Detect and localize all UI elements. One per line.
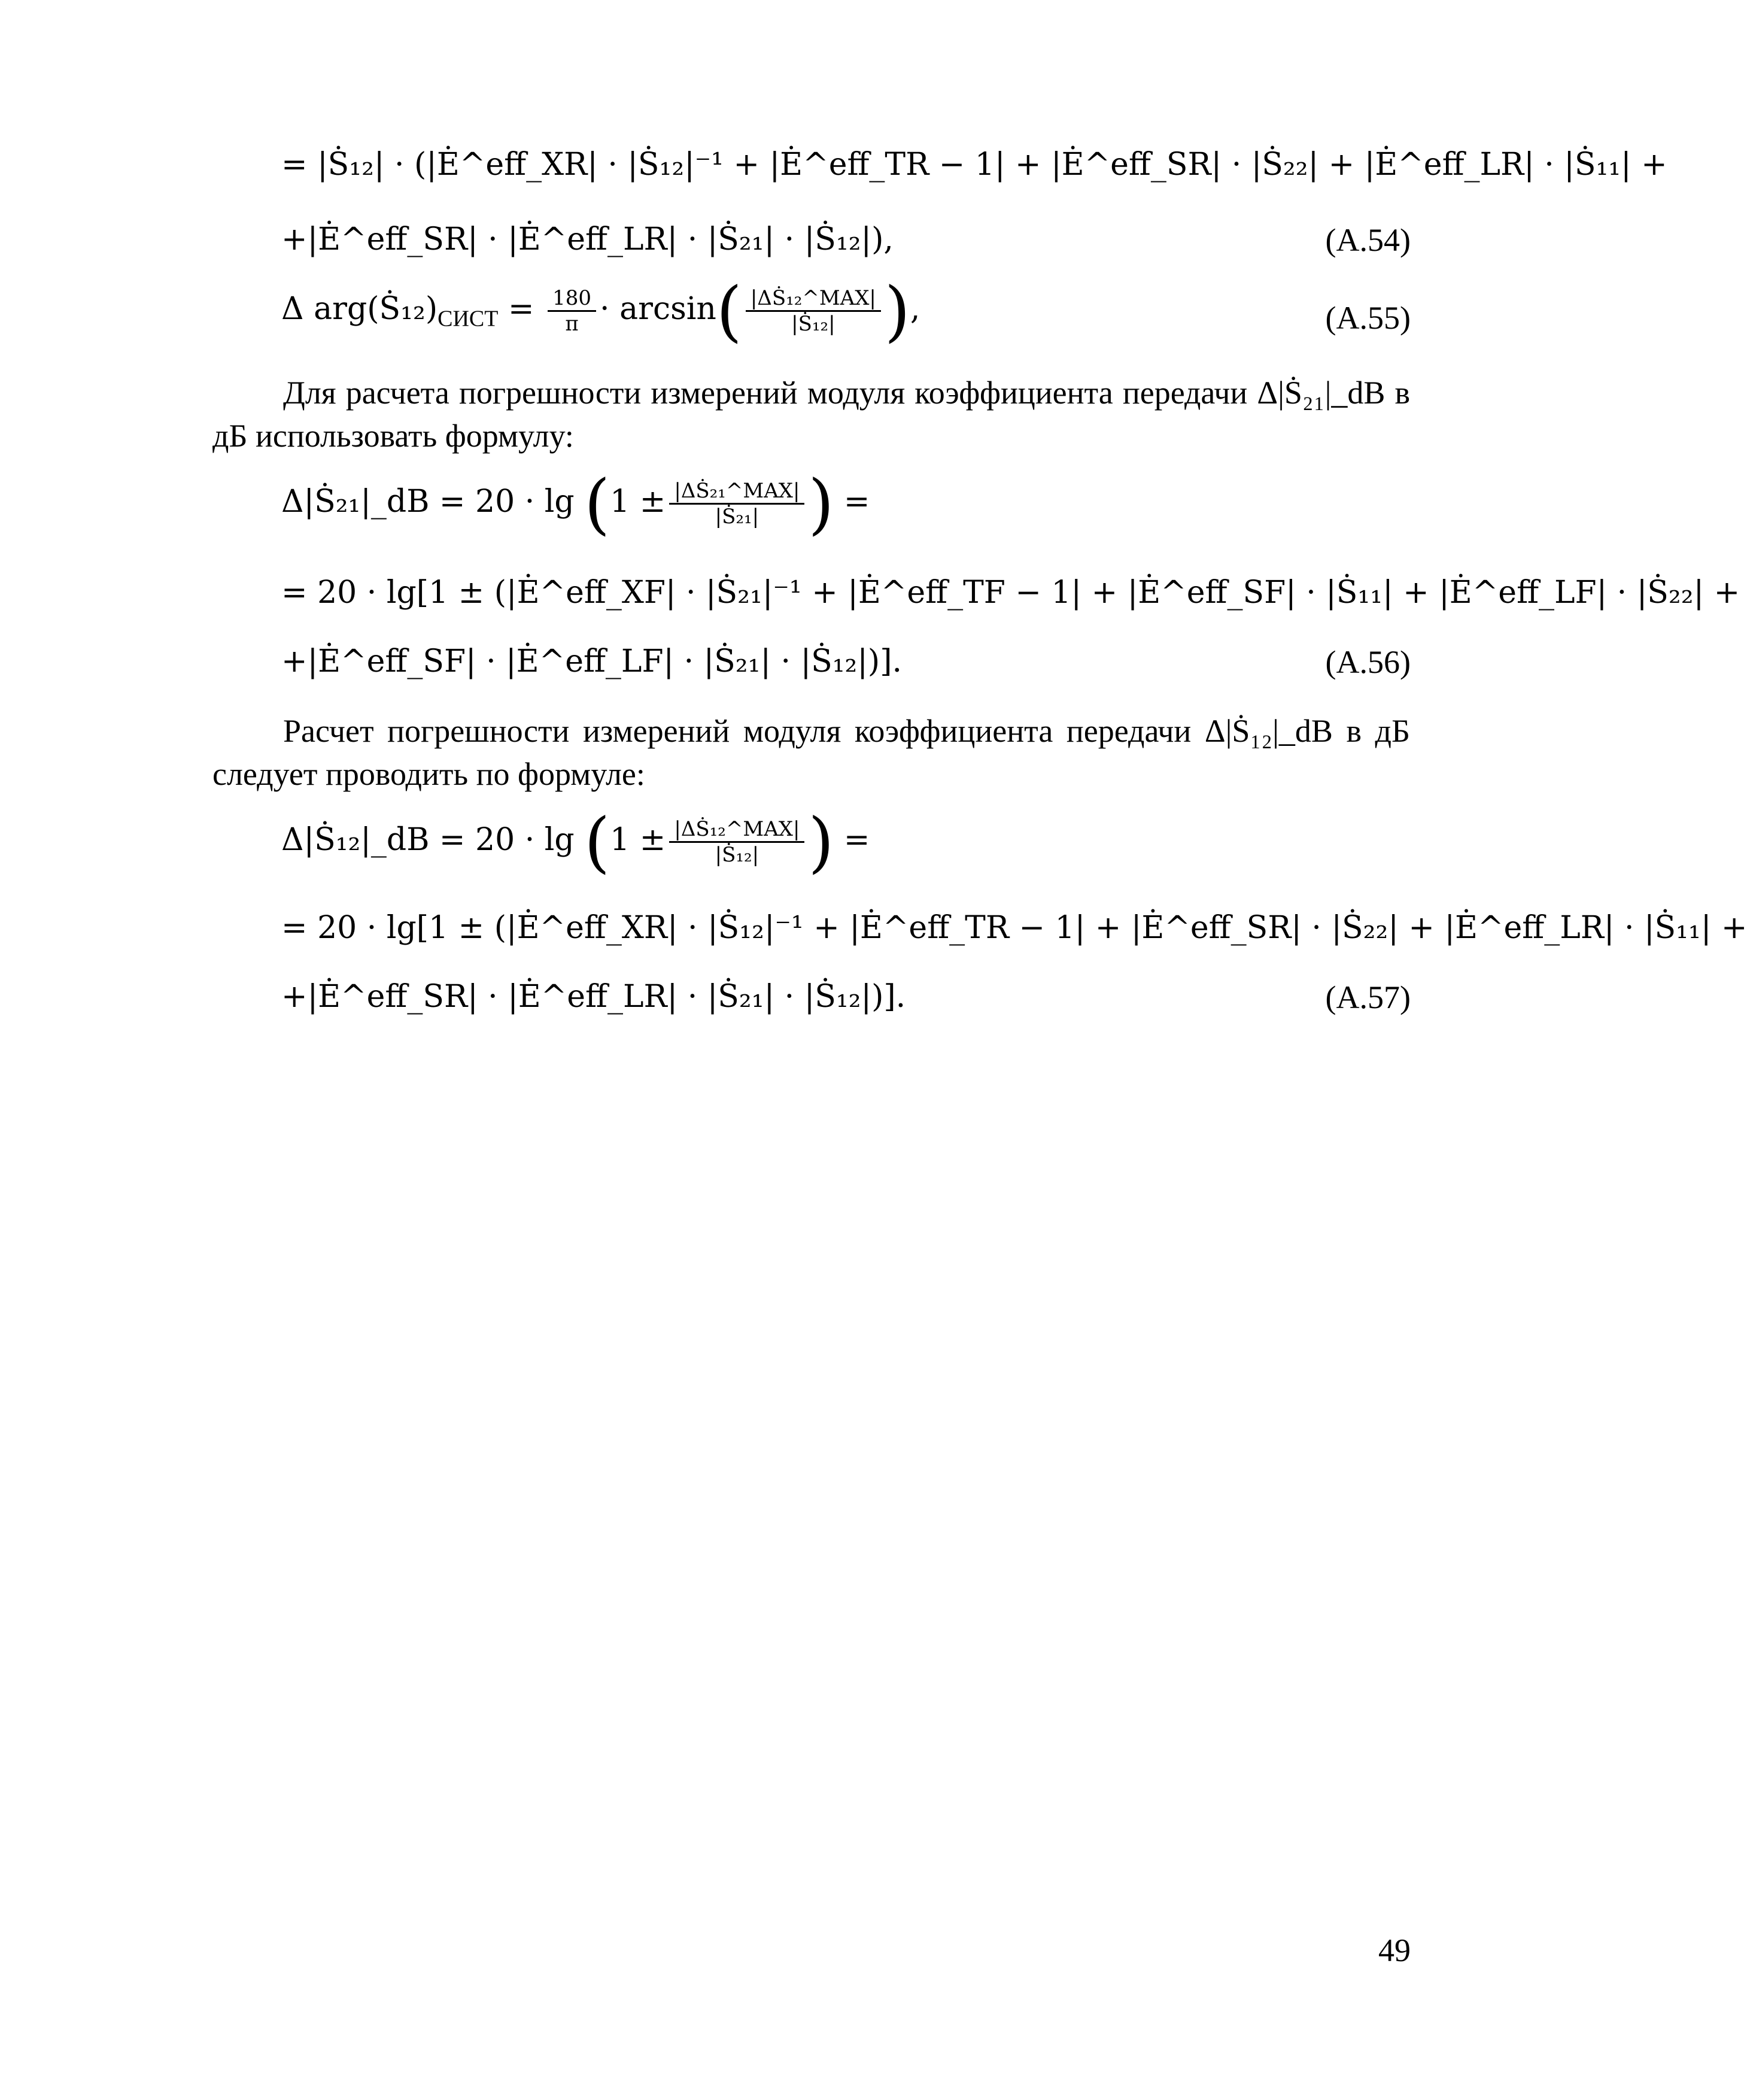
equation-number-a54: (А.54) (1325, 222, 1411, 258)
equation-text: = (843, 822, 870, 858)
equation-text: = (498, 291, 545, 327)
fraction-numerator: |ΔṠ₁₂^MAX| (669, 817, 804, 843)
equation-a54-line2 (281, 221, 894, 257)
equation-text: , (910, 291, 920, 327)
equation-text: Δ|Ṡ₂₁|_dB = 20 · lg (281, 484, 575, 520)
left-paren: ( (716, 272, 742, 350)
equation-text: 1 ± (610, 484, 666, 520)
left-paren: ( (584, 803, 610, 881)
equation-text: Δ|Ṡ₁₂|_dB = 20 · lg (281, 822, 575, 858)
equation-number-a55: (А.55) (1325, 300, 1411, 336)
fraction (746, 286, 881, 336)
paragraph-2 (212, 709, 1410, 796)
page-number: 49 (1378, 1932, 1411, 1968)
equation-number-a57: (А.57) (1325, 979, 1411, 1015)
equation-text: · arcsin (600, 291, 716, 327)
fraction-numerator: |ΔṠ₁₂^MAX| (746, 286, 881, 312)
fraction (548, 286, 596, 336)
equation-text: +|Ė^eff_SR| · |Ė^eff_LR| · |Ṡ₂₁| · |Ṡ₁₂|), (281, 221, 894, 257)
paragraph-text: Расчет погрешности измерений модуля коэффициента передачи Δ|Ṡ₁₂|_dB в дБ следует проводить по формуле: (212, 713, 1410, 792)
equation-text: 1 ± (610, 822, 666, 858)
equation-a56-line3: +|Ė^eff_SF| · |Ė^eff_LF| · |Ṡ₂₁| · |Ṡ₁₂|)]. (281, 644, 903, 679)
equation-text: Δ arg(Ṡ₁₂) (281, 291, 438, 327)
fraction-denominator: |Ṡ₁₂| (791, 312, 835, 336)
fraction-denominator: |Ṡ₁₂| (715, 843, 759, 867)
right-paren: ) (808, 803, 834, 881)
equation-a54-line1 (281, 147, 1667, 183)
paragraph-text: Для расчета погрешности измерений модуля коэффициента передачи Δ|Ṡ₂₁|_dB в дБ использовать формулу: (212, 375, 1410, 454)
fraction (669, 817, 804, 867)
left-paren: ( (584, 465, 610, 542)
fraction-numerator: 180 (548, 286, 596, 312)
paragraph-1 (212, 371, 1410, 457)
equation-text: = |Ṡ₁₂| · (|Ė^eff_XR| · |Ṡ₁₂|⁻¹ + |Ė^eff_TR − 1| + |Ė^eff_SR| · |Ṡ₂₂| + |Ė^eff_LR| · |Ṡ₁₁| + (281, 147, 1667, 183)
equation-subscript: СИСТ (437, 306, 499, 332)
right-paren: ) (808, 465, 834, 542)
equation-a55 (281, 272, 920, 350)
fraction (669, 479, 804, 529)
right-paren: ) (884, 272, 910, 350)
fraction-numerator: |ΔṠ₂₁^MAX| (669, 479, 804, 505)
equation-a56-line2: = 20 · lg[1 ± (|Ė^eff_XF| · |Ṡ₂₁|⁻¹ + |Ė^eff_TF − 1| + |Ė^eff_SF| · |Ṡ₁₁| + |Ė^eff_LF| · |Ṡ₂₂| + (281, 575, 1740, 611)
equation-a57-line3: +|Ė^eff_SR| · |Ė^eff_LR| · |Ṡ₂₁| · |Ṡ₁₂|)]. (281, 979, 906, 1015)
fraction-denominator: |Ṡ₂₁| (715, 505, 759, 529)
equation-number-a56: (А.56) (1325, 644, 1411, 680)
equation-text: = (843, 484, 870, 520)
equation-a57-line1 (281, 803, 870, 881)
equation-a57-line2: = 20 · lg[1 ± (|Ė^eff_XR| · |Ṡ₁₂|⁻¹ + |Ė^eff_TR − 1| + |Ė^eff_SR| · |Ṡ₂₂| + |Ė^eff_LR| · |Ṡ₁₁| + (281, 910, 1747, 946)
equation-a56-line1 (281, 465, 870, 542)
fraction-denominator: π (565, 312, 579, 336)
